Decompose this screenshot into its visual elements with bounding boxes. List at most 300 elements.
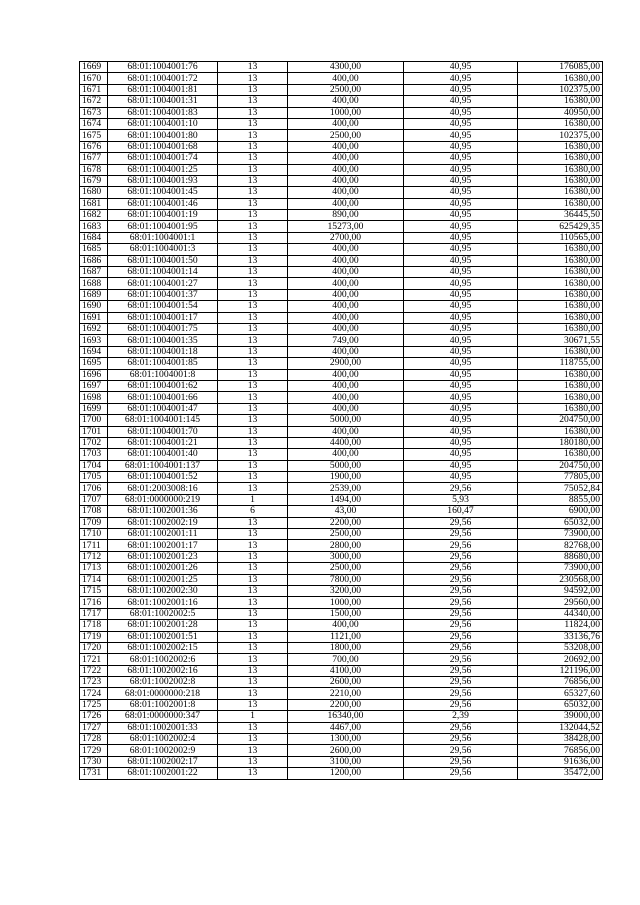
row-number-cell: 1728 (80, 734, 108, 745)
table-row (80, 403, 603, 414)
group-code-cell: 13 (218, 84, 288, 95)
table-row (80, 392, 603, 403)
cadastral-value-cell: 230568,00 (518, 574, 603, 585)
row-number-cell: 1713 (80, 563, 108, 574)
row-number-cell: 1682 (80, 210, 108, 221)
row-number-cell: 1723 (80, 677, 108, 688)
row-number-cell: 1731 (80, 768, 108, 779)
cadastral-value-cell: 40950,00 (518, 107, 603, 118)
table-row (80, 437, 603, 448)
cadastral-number-cell: 68:01:1002002:8 (108, 677, 218, 688)
row-number-cell: 1718 (80, 620, 108, 631)
row-number-cell: 1674 (80, 118, 108, 129)
cadastral-number-cell: 68:01:1002002:16 (108, 665, 218, 676)
specific-value-cell: 29,56 (404, 540, 518, 551)
table-row (80, 335, 603, 346)
cadastral-number-cell: 68:01:1002001:36 (108, 506, 218, 517)
specific-value-cell: 40,95 (404, 426, 518, 437)
specific-value-cell: 29,56 (404, 631, 518, 642)
group-code-cell: 13 (218, 335, 288, 346)
group-code-cell: 13 (218, 517, 288, 528)
table-row (80, 153, 603, 164)
group-code-cell: 13 (218, 437, 288, 448)
table-row (80, 585, 603, 596)
table-row (80, 608, 603, 619)
cadastral-value-cell: 77805,00 (518, 472, 603, 483)
specific-value-cell: 29,56 (404, 574, 518, 585)
table-row (80, 756, 603, 767)
group-code-cell: 13 (218, 210, 288, 221)
group-code-cell: 13 (218, 574, 288, 585)
specific-value-cell: 40,95 (404, 118, 518, 129)
specific-value-cell: 40,95 (404, 187, 518, 198)
table-row (80, 369, 603, 380)
row-number-cell: 1676 (80, 141, 108, 152)
group-code-cell: 13 (218, 426, 288, 437)
specific-value-cell: 29,56 (404, 620, 518, 631)
group-code-cell: 13 (218, 460, 288, 471)
cadastral-value-cell: 16380,00 (518, 426, 603, 437)
group-code-cell: 13 (218, 323, 288, 334)
table-row (80, 346, 603, 357)
area-cell: 1300,00 (288, 734, 404, 745)
area-cell: 890,00 (288, 210, 404, 221)
area-cell: 400,00 (288, 449, 404, 460)
table-row (80, 107, 603, 118)
area-cell: 400,00 (288, 153, 404, 164)
cadastral-value-cell: 121196,00 (518, 665, 603, 676)
group-code-cell: 13 (218, 585, 288, 596)
area-cell: 15273,00 (288, 221, 404, 232)
table-row (80, 699, 603, 710)
area-cell: 400,00 (288, 198, 404, 209)
area-cell: 400,00 (288, 620, 404, 631)
group-code-cell: 13 (218, 164, 288, 175)
specific-value-cell: 40,95 (404, 335, 518, 346)
cadastral-value-cell: 132044,52 (518, 722, 603, 733)
area-cell: 400,00 (288, 73, 404, 84)
area-cell: 400,00 (288, 96, 404, 107)
cadastral-number-cell: 68:01:1004001:3 (108, 244, 218, 255)
cadastral-number-cell: 68:01:0000000:347 (108, 711, 218, 722)
specific-value-cell: 40,95 (404, 289, 518, 300)
row-number-cell: 1699 (80, 403, 108, 414)
row-number-cell: 1715 (80, 585, 108, 596)
cadastral-number-cell: 68:01:0000000:219 (108, 494, 218, 505)
group-code-cell: 1 (218, 711, 288, 722)
table-row (80, 141, 603, 152)
table-row (80, 130, 603, 141)
area-cell: 400,00 (288, 289, 404, 300)
specific-value-cell: 29,56 (404, 597, 518, 608)
cadastral-value-cell: 204750,00 (518, 460, 603, 471)
cadastral-value-cell: 180180,00 (518, 437, 603, 448)
table-row (80, 517, 603, 528)
row-number-cell: 1711 (80, 540, 108, 551)
group-code-cell: 13 (218, 153, 288, 164)
table-row (80, 449, 603, 460)
table-row (80, 164, 603, 175)
specific-value-cell: 40,95 (404, 255, 518, 266)
cadastral-number-cell: 68:01:1004001:66 (108, 392, 218, 403)
area-cell: 2700,00 (288, 232, 404, 243)
cadastral-value-cell: 76856,00 (518, 677, 603, 688)
row-number-cell: 1730 (80, 756, 108, 767)
specific-value-cell: 40,95 (404, 96, 518, 107)
table-row (80, 722, 603, 733)
cadastral-number-cell: 68:01:1004001:1 (108, 232, 218, 243)
cadastral-value-cell: 91636,00 (518, 756, 603, 767)
cadastral-value-cell: 16380,00 (518, 187, 603, 198)
group-code-cell: 13 (218, 118, 288, 129)
area-cell: 700,00 (288, 654, 404, 665)
table-row (80, 358, 603, 369)
row-number-cell: 1726 (80, 711, 108, 722)
specific-value-cell: 40,95 (404, 107, 518, 118)
table-row (80, 711, 603, 722)
cadastral-value-cell: 73900,00 (518, 563, 603, 574)
cadastral-number-cell: 68:01:1004001:62 (108, 380, 218, 391)
specific-value-cell: 29,56 (404, 529, 518, 540)
cadastral-value-cell: 39000,00 (518, 711, 603, 722)
group-code-cell: 13 (218, 403, 288, 414)
cadastral-number-cell: 68:01:1004001:75 (108, 323, 218, 334)
cadastral-value-cell: 16380,00 (518, 289, 603, 300)
area-cell: 400,00 (288, 369, 404, 380)
group-code-cell: 1 (218, 494, 288, 505)
table-row (80, 255, 603, 266)
cadastral-value-cell: 29560,00 (518, 597, 603, 608)
group-code-cell: 13 (218, 677, 288, 688)
group-code-cell: 13 (218, 198, 288, 209)
row-number-cell: 1673 (80, 107, 108, 118)
area-cell: 2539,00 (288, 483, 404, 494)
group-code-cell: 13 (218, 175, 288, 186)
group-code-cell: 13 (218, 289, 288, 300)
specific-value-cell: 40,95 (404, 278, 518, 289)
cadastral-number-cell: 68:01:1004001:45 (108, 187, 218, 198)
cadastral-number-cell: 68:01:1004001:145 (108, 415, 218, 426)
cadastral-number-cell: 68:01:1004001:83 (108, 107, 218, 118)
area-cell: 400,00 (288, 175, 404, 186)
cadastral-number-cell: 68:01:1004001:70 (108, 426, 218, 437)
cadastral-number-cell: 68:01:1002002:5 (108, 608, 218, 619)
cadastral-value-cell: 176085,00 (518, 62, 603, 73)
cadastral-value-cell: 16380,00 (518, 278, 603, 289)
group-code-cell: 13 (218, 107, 288, 118)
specific-value-cell: 5,93 (404, 494, 518, 505)
group-code-cell: 13 (218, 768, 288, 779)
specific-value-cell: 29,56 (404, 734, 518, 745)
table-row (80, 540, 603, 551)
row-number-cell: 1692 (80, 323, 108, 334)
row-number-cell: 1729 (80, 745, 108, 756)
area-cell: 400,00 (288, 187, 404, 198)
cadastral-value-cell: 102375,00 (518, 84, 603, 95)
cadastral-number-cell: 68:01:1002001:33 (108, 722, 218, 733)
cadastral-number-cell: 68:01:2003008:16 (108, 483, 218, 494)
cadastral-number-cell: 68:01:1004001:17 (108, 312, 218, 323)
cadastral-value-cell: 16380,00 (518, 198, 603, 209)
specific-value-cell: 40,95 (404, 449, 518, 460)
table-row (80, 460, 603, 471)
specific-value-cell: 40,95 (404, 153, 518, 164)
cadastral-number-cell: 68:01:1004001:137 (108, 460, 218, 471)
cadastral-number-cell: 68:01:1004001:31 (108, 96, 218, 107)
area-cell: 3000,00 (288, 551, 404, 562)
area-cell: 749,00 (288, 335, 404, 346)
cadastral-value-cell: 16380,00 (518, 301, 603, 312)
row-number-cell: 1727 (80, 722, 108, 733)
row-number-cell: 1710 (80, 529, 108, 540)
cadastral-value-cell: 16380,00 (518, 403, 603, 414)
group-code-cell: 13 (218, 608, 288, 619)
specific-value-cell: 40,95 (404, 141, 518, 152)
row-number-cell: 1695 (80, 358, 108, 369)
row-number-cell: 1716 (80, 597, 108, 608)
cadastral-value-cell: 82768,00 (518, 540, 603, 551)
cadastral-number-cell: 68:01:1004001:72 (108, 73, 218, 84)
area-cell: 2600,00 (288, 745, 404, 756)
cadastral-value-cell: 65327,60 (518, 688, 603, 699)
cadastral-value-cell: 16380,00 (518, 141, 603, 152)
cadastral-number-cell: 68:01:1004001:46 (108, 198, 218, 209)
row-number-cell: 1681 (80, 198, 108, 209)
cadastral-number-cell: 68:01:1002001:17 (108, 540, 218, 551)
area-cell: 43,00 (288, 506, 404, 517)
row-number-cell: 1708 (80, 506, 108, 517)
cadastral-value-cell: 76856,00 (518, 745, 603, 756)
group-code-cell: 13 (218, 278, 288, 289)
group-code-cell: 13 (218, 472, 288, 483)
group-code-cell: 13 (218, 267, 288, 278)
cadastral-number-cell: 68:01:1002001:26 (108, 563, 218, 574)
table-row (80, 289, 603, 300)
group-code-cell: 13 (218, 187, 288, 198)
cadastral-number-cell: 68:01:1004001:14 (108, 267, 218, 278)
group-code-cell: 13 (218, 369, 288, 380)
specific-value-cell: 40,95 (404, 130, 518, 141)
group-code-cell: 13 (218, 62, 288, 73)
row-number-cell: 1697 (80, 380, 108, 391)
row-number-cell: 1703 (80, 449, 108, 460)
row-number-cell: 1677 (80, 153, 108, 164)
group-code-cell: 13 (218, 529, 288, 540)
area-cell: 1000,00 (288, 597, 404, 608)
specific-value-cell: 40,95 (404, 460, 518, 471)
group-code-cell: 13 (218, 221, 288, 232)
cadastral-value-cell: 65032,00 (518, 517, 603, 528)
specific-value-cell: 40,95 (404, 84, 518, 95)
specific-value-cell: 160,47 (404, 506, 518, 517)
cadastral-number-cell: 68:01:1004001:76 (108, 62, 218, 73)
table-row (80, 472, 603, 483)
specific-value-cell: 40,95 (404, 437, 518, 448)
row-number-cell: 1709 (80, 517, 108, 528)
area-cell: 1900,00 (288, 472, 404, 483)
table-row (80, 734, 603, 745)
group-code-cell: 13 (218, 73, 288, 84)
area-cell: 400,00 (288, 403, 404, 414)
area-cell: 400,00 (288, 141, 404, 152)
table-row (80, 62, 603, 73)
cadastral-value-cell: 16380,00 (518, 255, 603, 266)
cadastral-value-cell: 625429,35 (518, 221, 603, 232)
area-cell: 400,00 (288, 118, 404, 129)
cadastral-value-cell: 16380,00 (518, 267, 603, 278)
cadastral-value-cell: 16380,00 (518, 380, 603, 391)
group-code-cell: 13 (218, 449, 288, 460)
group-code-cell: 13 (218, 745, 288, 756)
cadastral-value-cell: 35472,00 (518, 768, 603, 779)
area-cell: 400,00 (288, 301, 404, 312)
cadastral-number-cell: 68:01:1004001:40 (108, 449, 218, 460)
area-cell: 4467,00 (288, 722, 404, 733)
cadastral-number-cell: 68:01:0000000:218 (108, 688, 218, 699)
specific-value-cell: 40,95 (404, 415, 518, 426)
cadastral-number-cell: 68:01:1004001:54 (108, 301, 218, 312)
group-code-cell: 13 (218, 688, 288, 699)
group-code-cell: 13 (218, 597, 288, 608)
area-cell: 2210,00 (288, 688, 404, 699)
area-cell: 400,00 (288, 164, 404, 175)
cadastral-value-cell: 44340,00 (518, 608, 603, 619)
table-row (80, 232, 603, 243)
table-row (80, 84, 603, 95)
cadastral-value-cell: 102375,00 (518, 130, 603, 141)
cadastral-number-cell: 68:01:1004001:27 (108, 278, 218, 289)
table-row (80, 73, 603, 84)
cadastral-value-cell: 36445,50 (518, 210, 603, 221)
cadastral-number-cell: 68:01:1002002:19 (108, 517, 218, 528)
area-cell: 400,00 (288, 392, 404, 403)
row-number-cell: 1720 (80, 642, 108, 653)
cadastral-value-cell: 16380,00 (518, 73, 603, 84)
group-code-cell: 13 (218, 540, 288, 551)
group-code-cell: 13 (218, 415, 288, 426)
group-code-cell: 13 (218, 130, 288, 141)
specific-value-cell: 29,56 (404, 483, 518, 494)
area-cell: 5000,00 (288, 415, 404, 426)
table-row (80, 677, 603, 688)
table-body (80, 62, 603, 780)
area-cell: 16340,00 (288, 711, 404, 722)
row-number-cell: 1700 (80, 415, 108, 426)
area-cell: 2500,00 (288, 84, 404, 95)
group-code-cell: 13 (218, 642, 288, 653)
table-row (80, 642, 603, 653)
row-number-cell: 1687 (80, 267, 108, 278)
row-number-cell: 1675 (80, 130, 108, 141)
group-code-cell: 13 (218, 483, 288, 494)
row-number-cell: 1685 (80, 244, 108, 255)
table-row (80, 301, 603, 312)
cadastral-number-cell: 68:01:1004001:10 (108, 118, 218, 129)
group-code-cell: 13 (218, 96, 288, 107)
area-cell: 3200,00 (288, 585, 404, 596)
table-row (80, 221, 603, 232)
table-row (80, 483, 603, 494)
row-number-cell: 1672 (80, 96, 108, 107)
group-code-cell: 13 (218, 734, 288, 745)
specific-value-cell: 40,95 (404, 301, 518, 312)
table-row (80, 278, 603, 289)
group-code-cell: 13 (218, 380, 288, 391)
area-cell: 2500,00 (288, 130, 404, 141)
group-code-cell: 13 (218, 665, 288, 676)
cadastral-value-cell: 33136,76 (518, 631, 603, 642)
cadastral-value-cell: 20692,00 (518, 654, 603, 665)
row-number-cell: 1702 (80, 437, 108, 448)
specific-value-cell: 29,56 (404, 722, 518, 733)
table-row (80, 96, 603, 107)
specific-value-cell: 40,95 (404, 267, 518, 278)
cadastral-number-cell: 68:01:1002002:4 (108, 734, 218, 745)
area-cell: 2500,00 (288, 529, 404, 540)
group-code-cell: 13 (218, 301, 288, 312)
specific-value-cell: 29,56 (404, 608, 518, 619)
area-cell: 1200,00 (288, 768, 404, 779)
group-code-cell: 13 (218, 346, 288, 357)
row-number-cell: 1691 (80, 312, 108, 323)
specific-value-cell: 29,56 (404, 517, 518, 528)
area-cell: 5000,00 (288, 460, 404, 471)
cadastral-number-cell: 68:01:1002002:9 (108, 745, 218, 756)
row-number-cell: 1686 (80, 255, 108, 266)
area-cell: 2900,00 (288, 358, 404, 369)
cadastral-number-cell: 68:01:1004001:35 (108, 335, 218, 346)
cadastral-number-cell: 68:01:1002001:22 (108, 768, 218, 779)
table-row (80, 312, 603, 323)
table-row (80, 631, 603, 642)
group-code-cell: 13 (218, 244, 288, 255)
row-number-cell: 1693 (80, 335, 108, 346)
specific-value-cell: 29,56 (404, 642, 518, 653)
cadastral-number-cell: 68:01:1004001:93 (108, 175, 218, 186)
table-row (80, 244, 603, 255)
area-cell: 1500,00 (288, 608, 404, 619)
table-row (80, 426, 603, 437)
cadastral-value-cell: 16380,00 (518, 96, 603, 107)
table-row (80, 597, 603, 608)
row-number-cell: 1717 (80, 608, 108, 619)
specific-value-cell: 40,95 (404, 312, 518, 323)
table-row (80, 210, 603, 221)
area-cell: 3100,00 (288, 756, 404, 767)
row-number-cell: 1694 (80, 346, 108, 357)
area-cell: 7800,00 (288, 574, 404, 585)
row-number-cell: 1670 (80, 73, 108, 84)
row-number-cell: 1683 (80, 221, 108, 232)
table-row (80, 574, 603, 585)
specific-value-cell: 40,95 (404, 164, 518, 175)
cadastral-number-cell: 68:01:1004001:80 (108, 130, 218, 141)
table-row (80, 323, 603, 334)
cadastral-value-cell: 11824,00 (518, 620, 603, 631)
cadastral-value-cell: 53208,00 (518, 642, 603, 653)
group-code-cell: 13 (218, 631, 288, 642)
table-row (80, 175, 603, 186)
specific-value-cell: 40,95 (404, 210, 518, 221)
row-number-cell: 1706 (80, 483, 108, 494)
cadastral-value-cell: 6900,00 (518, 506, 603, 517)
cadastral-value-cell: 75052,84 (518, 483, 603, 494)
group-code-cell: 6 (218, 506, 288, 517)
area-cell: 2600,00 (288, 677, 404, 688)
row-number-cell: 1679 (80, 175, 108, 186)
row-number-cell: 1712 (80, 551, 108, 562)
cadastral-number-cell: 68:01:1004001:18 (108, 346, 218, 357)
